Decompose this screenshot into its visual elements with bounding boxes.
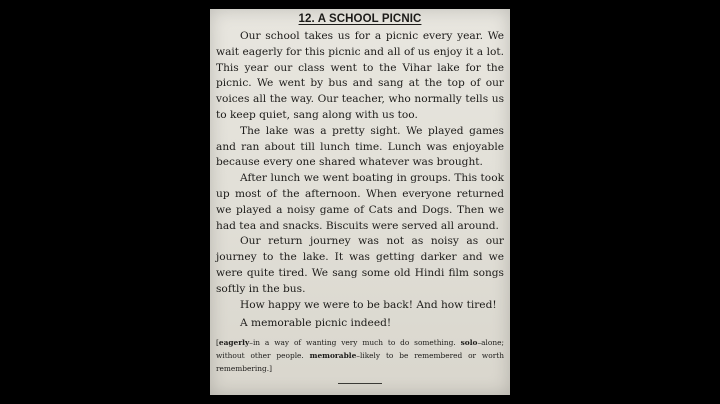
section-divider bbox=[338, 383, 382, 384]
exclamation-1: How happy we were to be back! And how tired! bbox=[240, 299, 497, 311]
exclamation-2: A memorable picnic indeed! bbox=[240, 316, 392, 329]
paragraph-1: Our school takes us for a picnic every year. We wait eagerly for this picnic and all of us enjoy it a lot. This year our class went to the Vihar lake for the picnic. We went by bus and sang at the top of our voices all the way. Our teacher, who normally tells us to keep quiet, sang along with us too. bbox=[216, 30, 504, 121]
glossary-term-solo: solo bbox=[460, 338, 478, 347]
glossary-def-eagerly: –in a way of wanting very much to do something. bbox=[249, 338, 456, 347]
page-title: 12. A SCHOOL PICNIC bbox=[298, 13, 422, 25]
glossary-def-memorable: –likely to be remembered or worth remembering. bbox=[216, 351, 504, 373]
story-body bbox=[216, 29, 504, 298]
paragraph-2: The lake was a pretty sight. We played games and ran about till lunch time. Lunch was enjoyable because every one shared whatever was brought. bbox=[216, 124, 504, 169]
closing-exclamations bbox=[216, 297, 504, 332]
glossary-term-memorable: memorable bbox=[309, 351, 357, 360]
glossary-note bbox=[216, 336, 504, 375]
glossary-term-eagerly: eagerly bbox=[218, 338, 250, 347]
glossary-open-bracket: [ bbox=[216, 338, 219, 347]
glossary-close-bracket: ] bbox=[269, 364, 273, 373]
paragraph-3: After lunch we went boating in groups. This took up most of the afternoon. When everyone returned we played a noisy game of Cats and Dogs. Then we had tea and snacks. Biscuits were served all around. bbox=[216, 172, 504, 232]
glossary-def-solo: –alone; without other people. bbox=[216, 338, 504, 360]
textbook-page bbox=[210, 9, 510, 395]
paragraph-4: Our return journey was not as noisy as our journey to the lake. It was getting darker and we were quite tired. We sang some old Hindi film songs softly in the bus. bbox=[216, 235, 504, 295]
